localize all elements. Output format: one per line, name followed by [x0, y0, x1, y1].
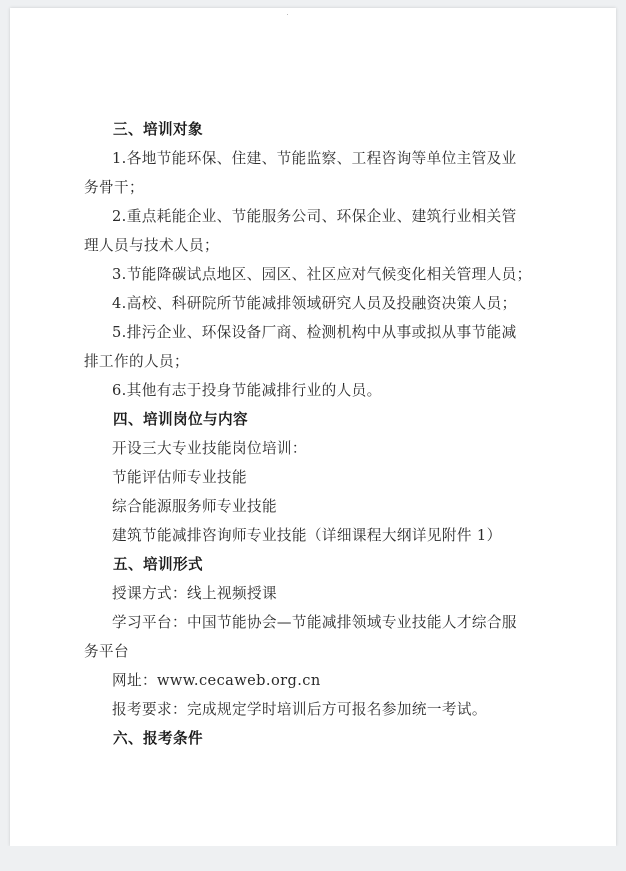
section3-item6: 6.其他有志于投身节能减排行业的人员。	[112, 382, 382, 399]
section4-post3: 建筑节能减排咨询师专业技能（详细课程大纲详见附件 1）	[112, 527, 502, 544]
section4-post1: 节能评估师专业技能	[112, 469, 247, 486]
section4-post2: 综合能源服务师专业技能	[112, 498, 277, 515]
document-page	[10, 8, 616, 846]
section3-item3: 3.节能降碳试点地区、园区、社区应对气候变化相关管理人员；	[112, 266, 532, 283]
section3-heading: 三、培训对象	[113, 121, 203, 138]
section5-requirement: 报考要求：完成规定学时培训后方可报名参加统一考试。	[112, 701, 487, 718]
section3-item1-line2: 务骨干；	[84, 179, 144, 196]
section5-platform-line2: 务平台	[84, 643, 129, 660]
section5-website: 网址：www.cecaweb.org.cn	[112, 672, 321, 689]
section5-heading: 五、培训形式	[113, 556, 203, 573]
section3-item4: 4.高校、科研院所节能减排领域研究人员及投融资决策人员；	[112, 295, 517, 312]
section5-platform-line1: 学习平台：中国节能协会—节能减排领域专业技能人才综合服	[112, 614, 517, 631]
section6-heading: 六、报考条件	[113, 730, 203, 747]
section4-heading: 四、培训岗位与内容	[113, 411, 248, 428]
section3-item2-line1: 2.重点耗能企业、节能服务公司、环保企业、建筑行业相关管	[112, 208, 517, 225]
section3-item5-line1: 5.排污企业、环保设备厂商、检测机构中从事或拟从事节能减	[112, 324, 517, 341]
viewer-bottom-bar	[0, 846, 626, 871]
section4-intro: 开设三大专业技能岗位培训：	[112, 440, 307, 457]
section3-item5-line2: 排工作的人员；	[84, 353, 189, 370]
section3-item2-line2: 理人员与技术人员；	[84, 237, 219, 254]
section5-method: 授课方式：线上视频授课	[112, 585, 277, 602]
section3-item1-line1: 1.各地节能环保、住建、节能监察、工程咨询等单位主管及业	[112, 150, 517, 167]
scan-mark	[287, 14, 288, 15]
